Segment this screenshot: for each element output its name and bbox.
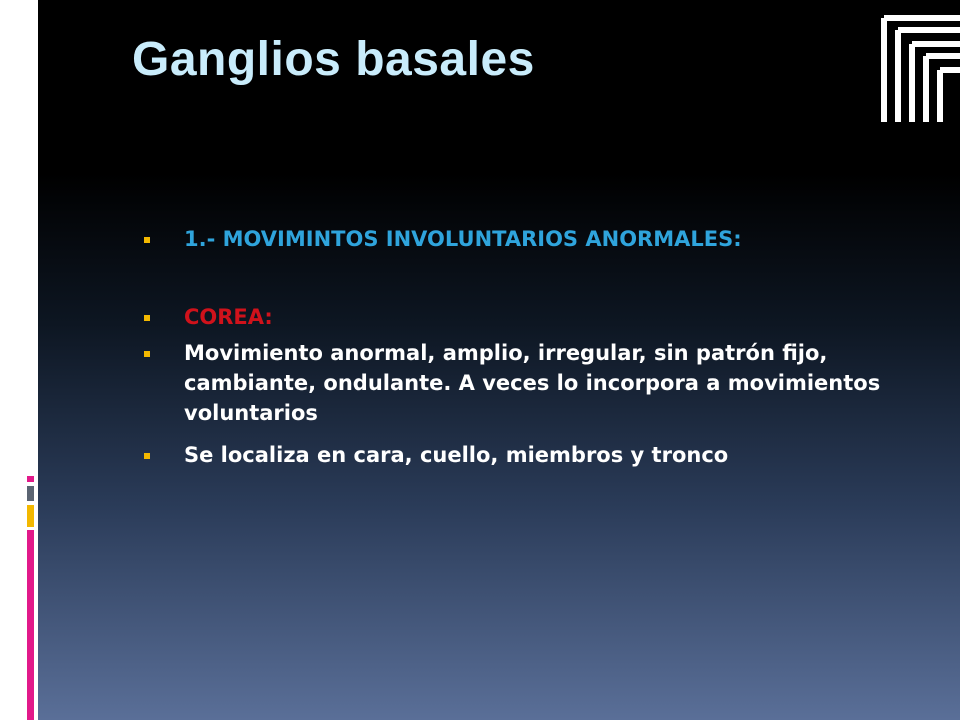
square-bullet-icon	[144, 237, 150, 243]
bullet-text: 1.- MOVIMINTOS INVOLUNTARIOS ANORMALES:	[184, 227, 742, 251]
bullet-heading	[142, 224, 942, 254]
accent-bar-pink	[27, 530, 34, 720]
accent-bar-gray	[27, 486, 34, 501]
bullet-text: Movimiento anormal, amplio, irregular, sin patrón fijo, cambiante, ondulante. A veces lo incorpora a movimientos voluntarios	[184, 341, 881, 425]
accent-bar-pink-small	[27, 476, 34, 482]
bullet-location	[142, 440, 942, 470]
bullet-text: Se localiza en cara, cuello, miembros y tronco	[184, 443, 729, 467]
slide-title: Ganglios basales	[132, 33, 535, 86]
square-bullet-icon	[144, 453, 150, 459]
bullet-description	[142, 338, 942, 428]
window-grid-icon	[876, 0, 960, 122]
square-bullet-icon	[144, 351, 150, 357]
bullet-text: COREA:	[184, 305, 273, 329]
accent-bar-yellow	[27, 505, 34, 527]
square-bullet-icon	[144, 315, 150, 321]
bullet-subheading	[142, 302, 942, 332]
bullet-list	[142, 224, 942, 470]
